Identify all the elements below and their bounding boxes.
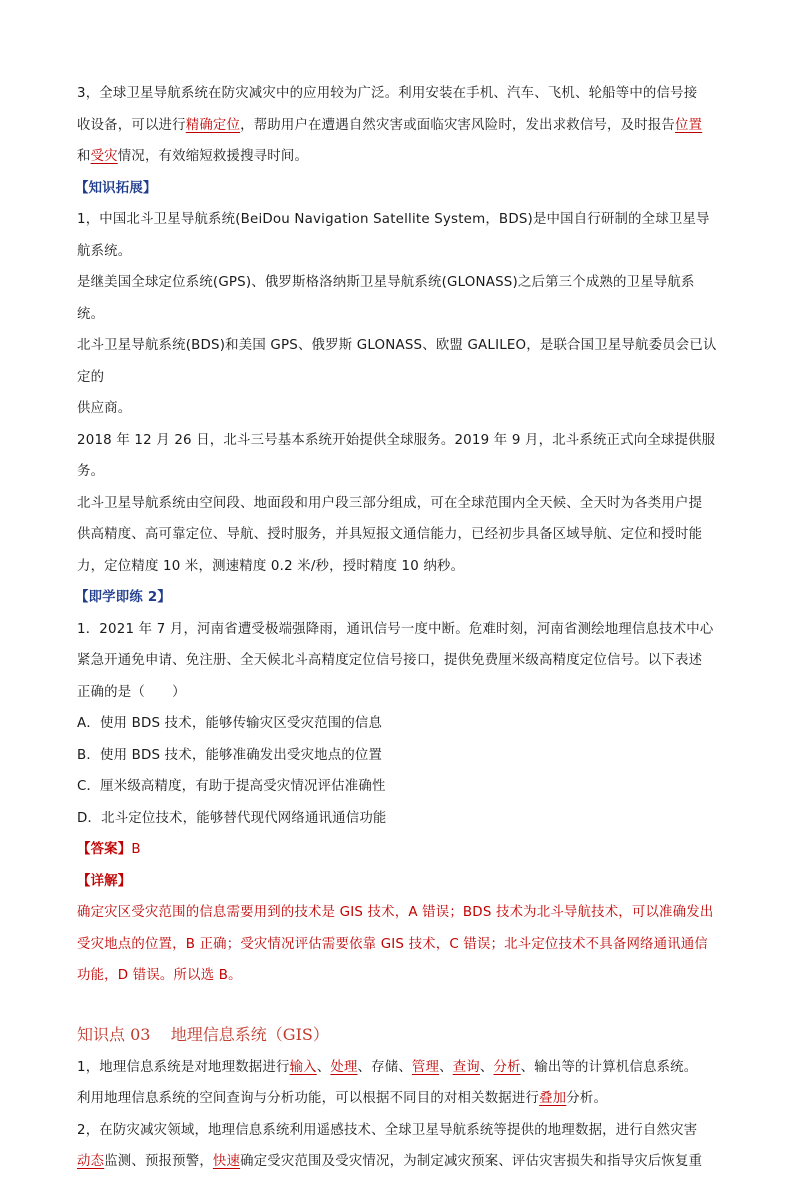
section-heading [77,1018,719,1052]
option-b: B．使用 BDS 技术，能够准确发出受灾地点的位置 [77,747,383,763]
explanation: 确定灾区受灾范围的信息需要用到的技术是 GIS 技术，A 错误；BDS 技术为北斗导航技术，可以准确发出 受灾地点的位置，B 正确；受灾情况评估需要依靠 GIS 技术，C 错误；北斗定位技术不具备网络通讯通信 功能，D 错误。所以选 B。 [77,905,714,983]
option-c: C．厘米级高精度，有助于提高受灾情况评估准确性 [77,779,386,794]
option-a: A．使用 BDS 技术，能够传输灾区受灾范围的信息 [77,716,383,731]
question: 1．2021 年 7 月，河南省遭受极端强降雨，通讯信号一度中断。危难时刻，河南省测绘地理信息技术中心 紧急开通免申请、免注册、全天候北斗高精度定位信号接口，提供免费厘米级高精度定位信号。以下表述 正确的是（ ） [77,621,714,700]
practice-tag: 【即学即练 2】 [75,590,171,605]
option-d: D．北斗定位技术，能够替代现代网络通讯通信功能 [77,810,387,826]
answer-value: B [131,842,141,857]
document-page [77,78,719,1178]
underlined-term: 位置 [675,117,703,133]
underlined-term: 动态 [77,1154,105,1169]
underlined-term: 输入 [289,1059,317,1075]
section-title: 地理信息系统（GIS） [170,1024,329,1044]
answer-label: 【答案】 [77,842,132,857]
underlined-term: 精确定位 [185,117,241,133]
underlined-term: 快速 [212,1154,241,1169]
underlined-term: 受灾 [90,149,118,164]
answer-line [77,834,719,866]
paragraph-gis: 1，地理信息系统是对地理数据进行输入、处理、存储、管理、查询、分析、输出等的计算机信息系统。 利用地理信息系统的空间查询与分析功能，可以根据不同目的对相关数据进行叠加分析。 2，在防灾减灾领域，地理信息系统利用遥感技术、全球卫星导航系统等提供的地理数据，进行自然灾害 动态监测、预报预警，快速确定受灾范围及受灾情况，为制定减灾预案、评估灾害损失和指导灾后恢复重 [77,1059,703,1169]
underlined-term: 处理 [330,1059,358,1075]
paragraph-gnss-application: 3，全球卫星导航系统在防灾减灾中的应用较为广泛。利用安装在手机、汽车、飞机、轮船等中的信号接 收设备，可以进行精确定位，帮助用户在遭遇自然灾害或面临灾害风险时，发出求救信号，及时报告位置 和受灾情况，有效缩短救援搜寻时间。 [77,86,703,164]
section-number: 知识点 03 [77,1024,151,1044]
underlined-term: 管理 [411,1059,440,1075]
paragraph-beidou: 1，中国北斗卫星导航系统(BeiDou Navigation Satellite System，BDS)是中国自行研制的全球卫星导航系统。 是继美国全球定位系统(GPS)、俄罗斯格洛纳斯卫星导航系统(GLONASS)之后第三个成熟的卫星导航系统。 北斗卫星导航系统(BDS)和美国 GPS、俄罗斯 GLONASS、欧盟 GALILEO，是联合国卫星导航委员会已认定的 供应商。 2018 年 12 月 26 日，北斗三号基本系统开始提供全球服务。2019 年 9 月，北斗系统正式向全球提供服务。 北斗卫星导航系统由空间段、地面段和用户段三部分组成，可在全球范围内全天候、全天时为各类用户提 供高精度、高可靠定位、导航、授时服务，并具短报文通信能力，已经初步具备区域导航、定位和授时能 力，定位精度 10 米，测速精度 0.2 米/秒，授时精度 10 纳秒。 [77,212,717,574]
underlined-term: 分析 [493,1059,521,1075]
detail-label: 【详解】 [77,873,132,889]
knowledge-extension-tag: 【知识拓展】 [75,180,157,196]
underlined-term: 查询 [452,1059,480,1075]
underlined-term: 叠加 [539,1091,567,1106]
